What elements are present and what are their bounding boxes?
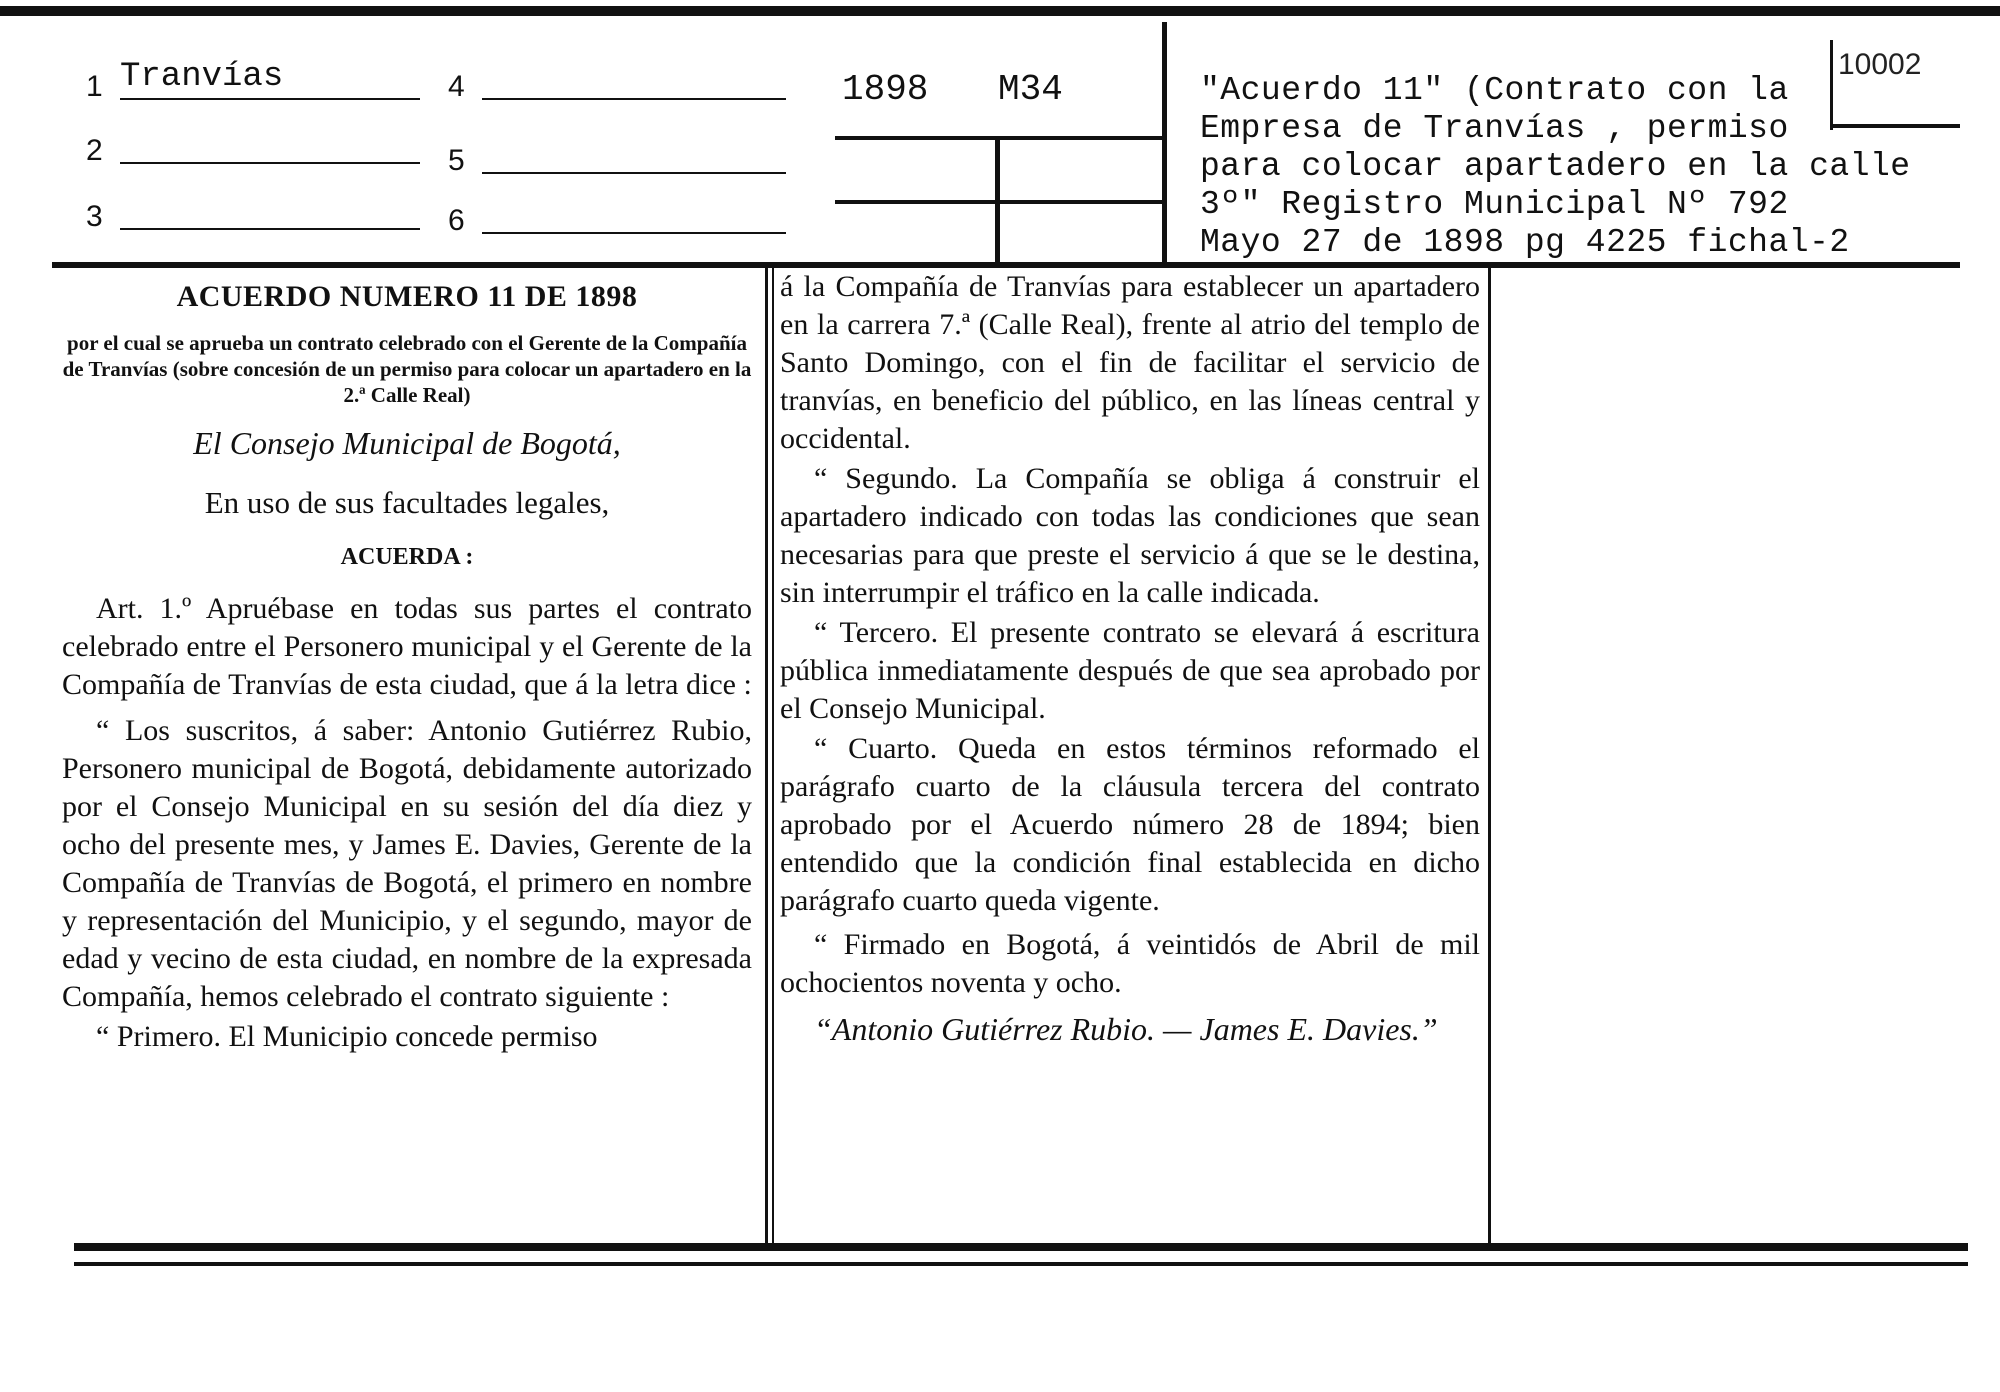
year: 1898: [842, 69, 929, 110]
subject-entry-2: [86, 126, 422, 168]
entry-line: [482, 98, 786, 100]
document-subtitle: por el cual se aprueba un contrato celebrado con el Gerente de la Compañía de Tranvías (sobre concesión de un permiso para colocar un apartadero en la 2.ª Calle Real): [62, 331, 752, 407]
council-line: El Consejo Municipal de Bogotá,: [193, 425, 621, 461]
column-divider: [765, 268, 768, 1243]
article-1-label: Art. 1.º: [96, 592, 192, 625]
paragraph-primero-end: á la Compañía de Tranvías para establecer un apartadero en la carrera 7.ª (Calle Real), frente al atrio del templo de Santo Domingo, con el fin de facilitar el servicio de tranvías, en beneficio del público, en las líneas central y occidental.: [780, 270, 1480, 455]
entry-number: 5: [448, 144, 465, 177]
paragraph-segundo: “ Segundo. La Compañía se obliga á construir el apartadero indicado con todas las condiciones que sean necesarias para que preste el servicio á que se le destina, sin interrumpir el tráfico en la calle indicada.: [780, 462, 1480, 609]
code-box-line-2: [835, 200, 1165, 204]
code-box-line-1: [835, 136, 1165, 140]
subject-entry-4: [448, 62, 788, 104]
summary-line: 3º" Registro Municipal Nº 792: [1200, 186, 1789, 223]
clipping-bottom-rule: [74, 1243, 1968, 1251]
clipping-right-column: [780, 268, 1480, 1050]
subject-entry-1: [86, 58, 422, 104]
article-1: [62, 590, 752, 704]
article-1-text: Apruébase en todas sus partes el contrato celebrado entre el Personero municipal y el Gerente de la Compañía de Tranvías de esta ciudad, que á la letra dice :: [62, 592, 752, 701]
paragraph-suscritos: “ Los suscritos, á saber: Antonio Gutiérrez Rubio, Personero municipal de Bogotá, debidamente autorizado por el Consejo Municipal en su sesión del día diez y ocho del presente mes, y James E. Davies, Gerente de la Compañía de Tranvías de Bogotá, el primero en nombre y representación del Municipio, y el segundo, mayor de edad y vecino de esta ciudad, en nombre de la expresada Compañía, hemos celebrado el contrato siguiente :: [62, 714, 752, 1013]
acuerda-heading: ACUERDA :: [340, 544, 474, 570]
entry-line: [120, 228, 420, 230]
entry-number: 6: [448, 204, 465, 237]
entry-number: 2: [86, 134, 103, 167]
clipping-left-column: [62, 278, 752, 1058]
entry-number: 3: [86, 200, 103, 233]
code-box-vertical: [995, 140, 1000, 264]
subject-entry-5: [448, 136, 788, 178]
entry-line: [482, 172, 786, 174]
signature: “Antonio Gutiérrez Rubio. — James E. Davies.”: [814, 1011, 1438, 1047]
summary-line: Mayo 27 de 1898 pg 4225 fichal-2: [1200, 224, 1850, 261]
paragraph-tercero: “ Tercero. El presente contrato se elevará á escritura pública inmediatamente después de que sea aprobado por el Consejo Municipal.: [780, 616, 1480, 725]
summary-line: Empresa de Tranvías , permiso: [1200, 110, 1789, 147]
clipping-bottom-rule-2: [74, 1262, 1968, 1266]
paragraph-firmado: “ Firmado en Bogotá, á veintidós de Abril de mil ochocientos noventa y ocho.: [780, 928, 1480, 999]
summary-line: para colocar apartadero en la calle: [1200, 148, 1911, 185]
paragraph-cuarto: “ Cuarto. Queda en estos términos reformado el parágrafo cuarto de la cláusula tercera del contrato aprobado por el Acuerdo número 28 de 1894; bien entendido que la condición final establecida en dicho parágrafo cuarto queda vigente.: [780, 732, 1480, 917]
subject-entry-6: [448, 196, 788, 238]
entry-number: 4: [448, 70, 465, 103]
powers-line: En uso de sus facultades legales,: [204, 485, 610, 520]
paragraph-primero-start: “ Primero. El Municipio concede permiso: [96, 1020, 598, 1053]
top-border: [0, 6, 2000, 16]
stamp-number: 10002: [1838, 48, 1922, 81]
entry-value: Tranvías: [120, 58, 284, 96]
entry-line: [120, 98, 420, 100]
column-divider-2: [772, 268, 774, 1243]
clipping-right-border: [1488, 268, 1491, 1243]
entry-line: [482, 232, 786, 234]
header-vertical-rule: [1162, 22, 1167, 268]
document-title: ACUERDO NUMERO 11 DE 1898: [176, 280, 638, 313]
summary-line: "Acuerdo 11" (Contrato con la: [1200, 72, 1789, 109]
entry-line: [120, 162, 420, 164]
record-code: M34: [998, 69, 1063, 110]
card-summary: [1200, 72, 1990, 262]
entry-number: 1: [86, 70, 103, 103]
subject-entry-3: [86, 192, 422, 234]
